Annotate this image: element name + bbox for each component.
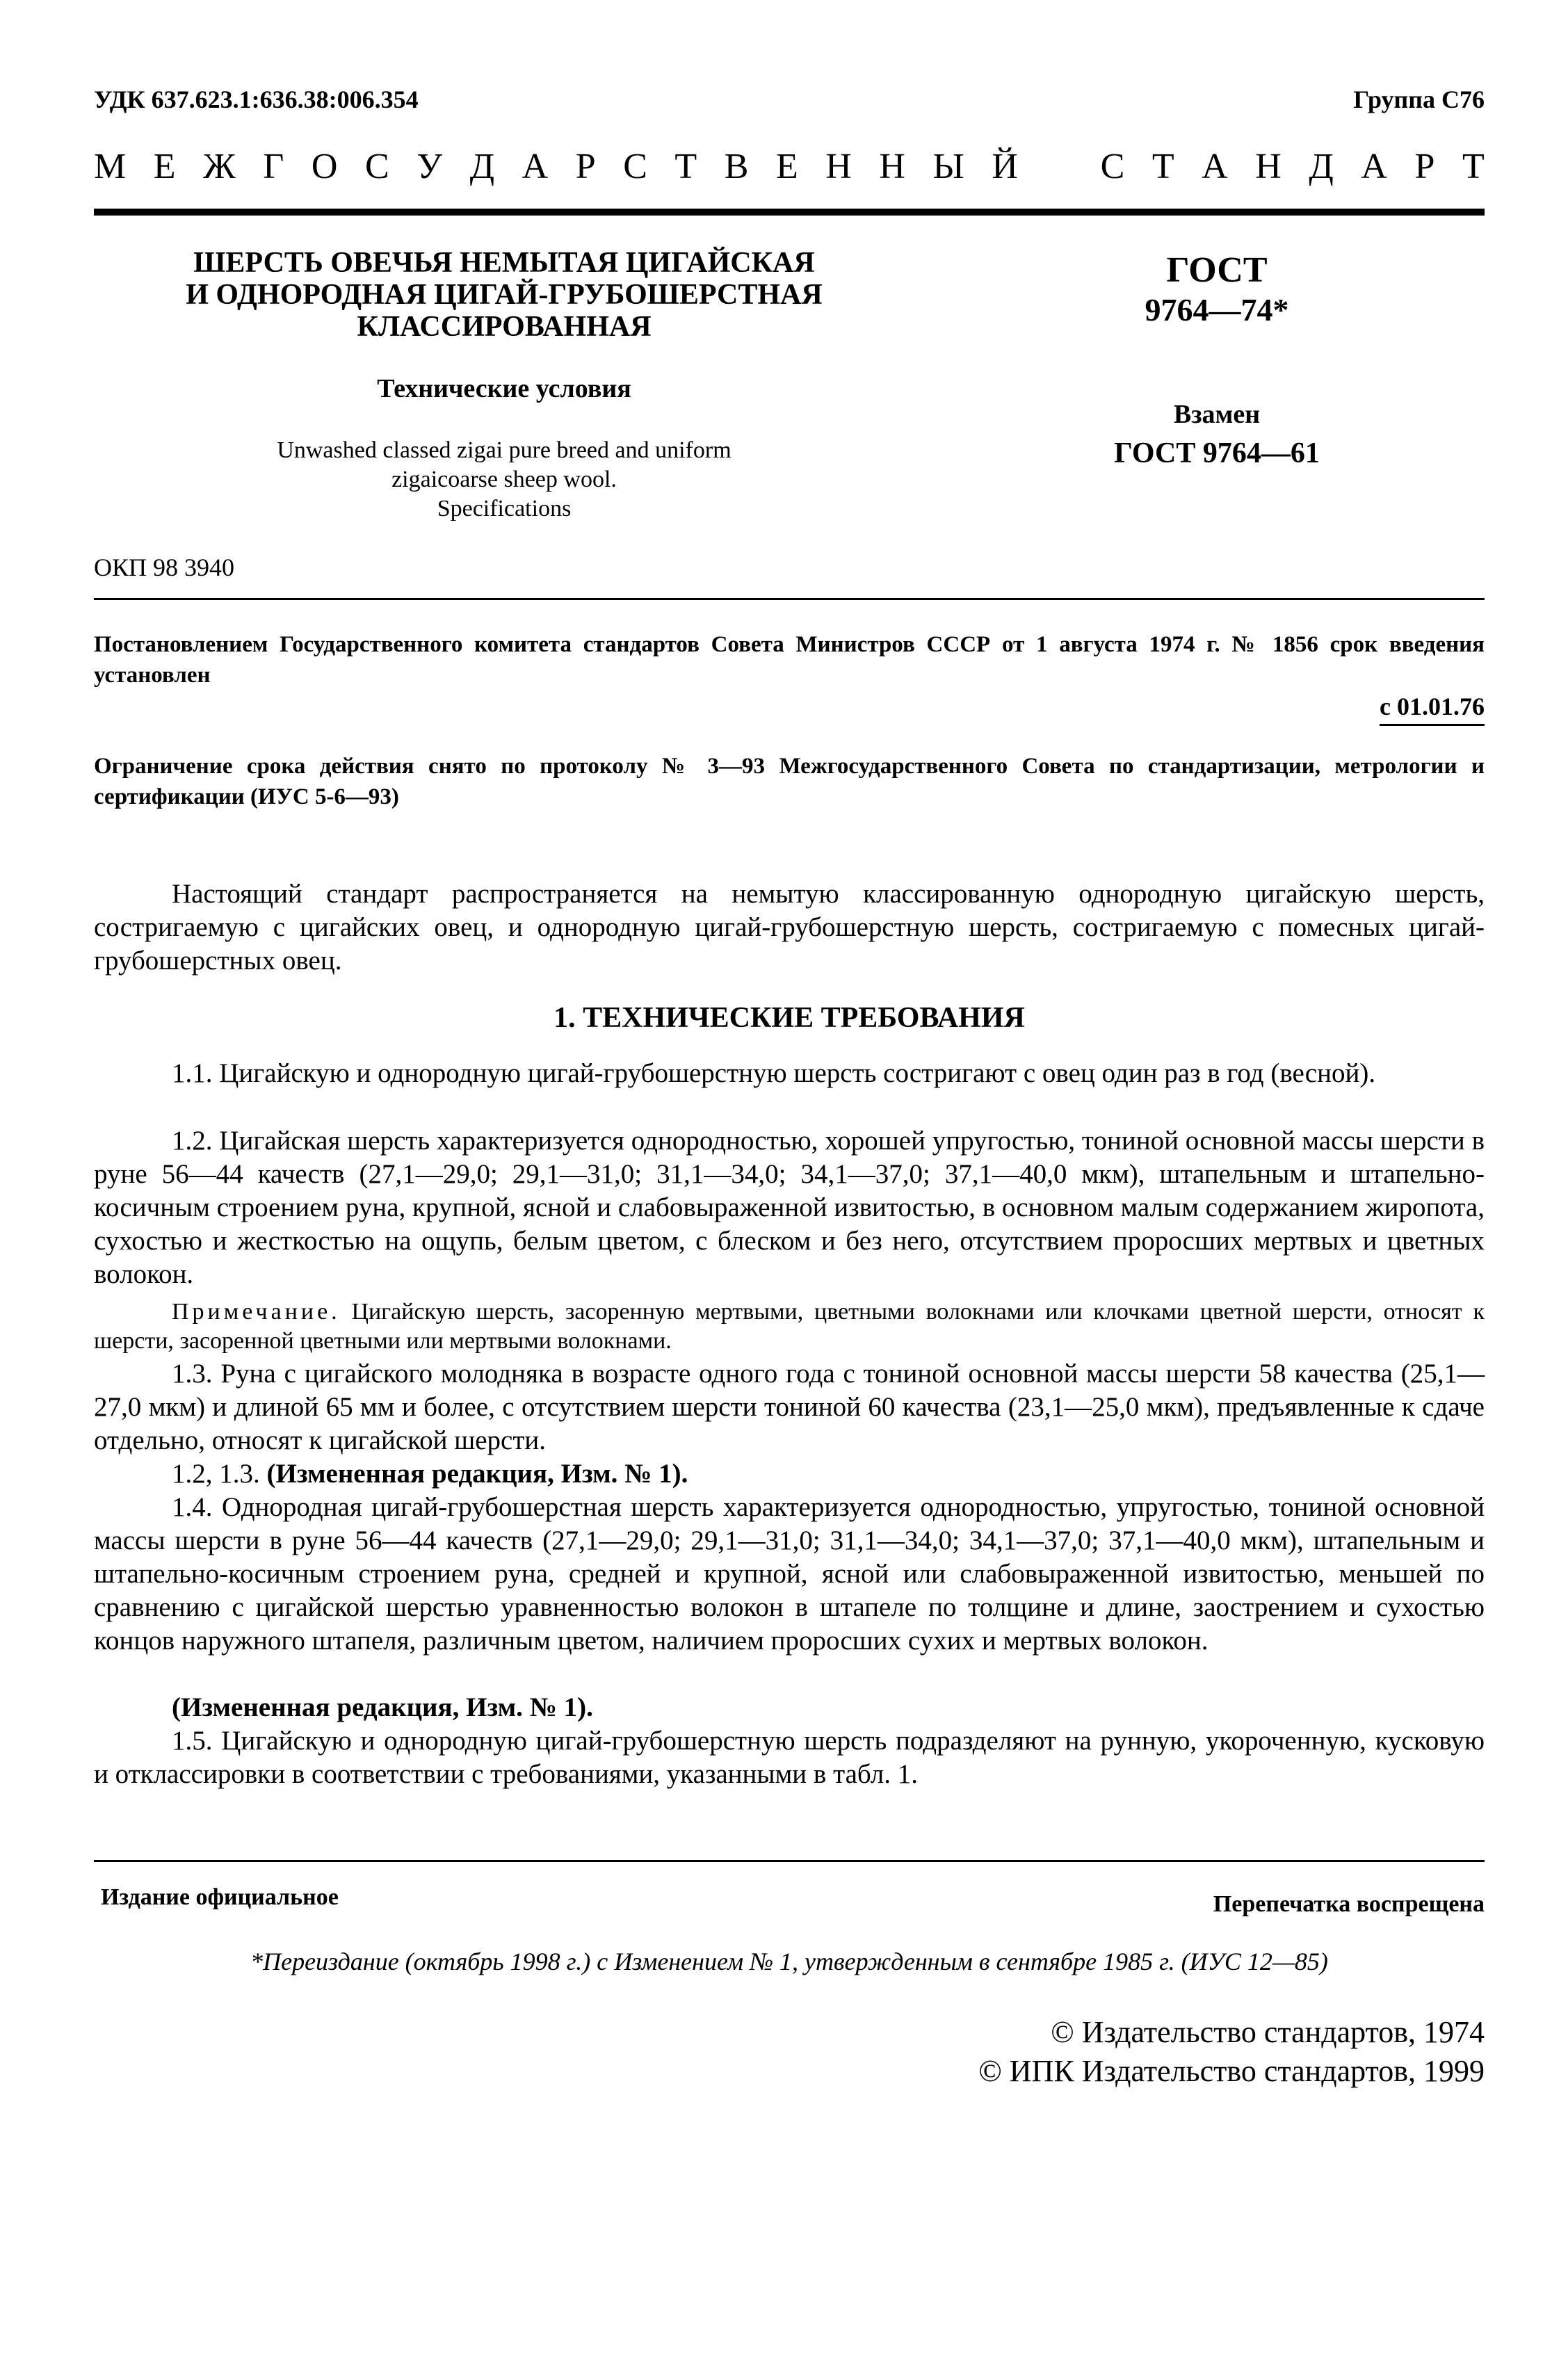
banner-letter: Н — [825, 147, 852, 186]
amendment-label: (Измененная редакция, Изм. № 1). — [266, 1459, 688, 1489]
english-title-line-1: Unwashed classed zigai pure breed and uniform — [277, 437, 732, 463]
replaces-gost: ГОСТ 9764—61 — [1114, 437, 1320, 469]
banner-letter: Е — [153, 147, 176, 186]
english-title-line-2: zigaicoarse sheep wool. — [391, 467, 617, 492]
banner-letter: Ж — [203, 147, 236, 186]
banner-letter: С — [364, 147, 389, 186]
copyright-line-2: © ИПК Издательство стандартов, 1999 — [978, 2054, 1485, 2088]
banner-letter: Н — [1255, 147, 1282, 186]
reprint-note: *Переиздание (октябрь 1998 г.) с Изменением № 1, утвержденным в сентябре 1985 г. (ИУС 12—85) — [250, 1948, 1328, 1975]
section-heading: 1. ТЕХНИЧЕСКИЕ ТРЕБОВАНИЯ — [553, 1002, 1025, 1034]
clause-1-2: 1.2. Цигайская шерсть характеризуется однородностью, хорошей упругостью, тониной основной массы шерсти в руне 56—44 качеств (27,1—29,0; 29,1—31,0; 31,1—34,0; 34,1—37,0; 37,1—40,0 мкм), штапельным и штапельно-косичным строением руна, крупной, ясной и слабовыраженной извитостью, в основном малым содержанием жиропота, сухостью и жесткостью на ощупь, белым цветом, с блеском и без него, отсутствием проросших мертвых и цветных волокон. — [94, 1126, 1485, 1289]
banner-letter: С — [1100, 147, 1125, 186]
banner-letter: Т — [1462, 147, 1485, 186]
banner-letter: А — [1202, 147, 1228, 186]
amendment-note-1-2-1-3 — [94, 1457, 1485, 1491]
banner-letter: А — [522, 147, 549, 186]
banner-letter: О — [311, 147, 338, 186]
banner-letter: Г — [263, 147, 284, 186]
title-block — [139, 247, 869, 524]
banner-letter: В — [724, 147, 749, 186]
subtitle: Технические условия — [377, 374, 631, 403]
banner-letter: Н — [879, 147, 905, 186]
title-line-1: ШЕРСТЬ ОВЕЧЬЯ НЕМЫТАЯ ЦИГАЙСКАЯ — [193, 247, 815, 279]
english-title-line-3: Specifications — [437, 496, 572, 521]
title-line-2: И ОДНОРОДНАЯ ЦИГАЙ-ГРУБОШЕРСТНАЯ — [186, 279, 823, 311]
decree-text: Постановлением Государственного комитета стандартов Совета Министров СССР от 1 августа 1974 г. № 1856 срок введения установлен — [94, 632, 1485, 688]
gost-number: 9764—74* — [1145, 292, 1289, 327]
banner-letter: С — [623, 147, 647, 186]
clause-1-5: 1.5. Цигайскую и однородную цигай-грубошерстную шерсть подразделяют на рунную, укороченную, кусковую и отклассировки в соответствии с требованиями, указанными в табл. 1. — [94, 1726, 1485, 1789]
gost-label: ГОСТ — [1166, 250, 1268, 290]
banner-letter: Е — [775, 147, 798, 186]
banner-letter: Й — [992, 147, 1018, 186]
title-line-3: КЛАССИРОВАННАЯ — [357, 311, 652, 343]
banner-letter: Ы — [932, 147, 964, 186]
banner-letter: Д — [469, 147, 495, 186]
group-code: Группа С76 — [1353, 86, 1485, 113]
header-rule — [94, 209, 1485, 216]
banner-letter: У — [417, 147, 443, 186]
reprint-prohibited-label: Перепечатка воспрещена — [1213, 1891, 1485, 1917]
english-title — [139, 436, 869, 524]
note-label: Примечание. — [172, 1299, 341, 1325]
banner-letter: Т — [1151, 147, 1174, 186]
note-paragraph — [94, 1297, 1485, 1356]
clause-1-4: 1.4. Однородная цигай-грубошерстная шерсть характеризуется однородностью, упругостью, тониной основной массы шерсти в руне 56—44 качеств (27,1—29,0; 29,1—31,0; 31,1—34,0; 34,1—37,0; 37,1—40,0 мкм), штапельным и штапельно-косичным строением руна, средней и крупной, ясной или слабовыраженной извитостью, меньшей по сравнению с цигайской шерстью уравненностью волокон в штапеле по толщине и длине, заострением и сухостью концов наружного штапеля, различным цветом, наличием проросших сухих и мертвых волокон. — [94, 1492, 1485, 1656]
copyright-line-1: © Издательство стандартов, 1974 — [1051, 2015, 1485, 2049]
banner-letter: Р — [1414, 147, 1435, 186]
introduction-date: с 01.01.76 — [1380, 692, 1485, 726]
note-text: Цигайскую шерсть, засоренную мертвыми, цветными волокнами или клочками цветной шерсти, относят к шерсти, засоренной цветными или мертвыми волокнами. — [94, 1299, 1485, 1354]
intro-paragraph: Настоящий стандарт распространяется на немытую классированную однородную цигайскую шерсть, состригаемую с цигайских овец, и однородную цигай-грубошерстную шерсть, состригаемую с помесных цигай-грубошерстных овец. — [94, 879, 1485, 976]
banner-letter: Д — [1309, 147, 1334, 186]
copyright-block — [978, 2013, 1485, 2091]
limit-removal-text: Ограничение срока действия снято по протоколу № 3—93 Межгосударственного Совета по стандартизации, метрологии и сертификации (ИУС 5-6—93) — [94, 754, 1485, 809]
banner-letter: М — [94, 147, 127, 186]
replaces-label: Взамен — [1173, 400, 1261, 429]
banner-letter: Т — [674, 147, 697, 186]
clause-1-1: 1.1. Цигайскую и однородную цигай-грубошерстную шерсть состригают с овец один раз в год (весной). — [172, 1058, 1376, 1088]
banner-letter: Р — [575, 147, 596, 186]
gost-block — [1057, 250, 1377, 470]
banner-letter: А — [1361, 147, 1387, 186]
amendment-clauses: 1.2, 1.3. — [172, 1459, 267, 1489]
udk-code: УДК 637.623.1:636.38:006.354 — [94, 86, 419, 113]
divider-rule — [94, 598, 1485, 600]
footer-rule — [94, 1860, 1485, 1862]
clause-1-3: 1.3. Руна с цигайского молодняка в возрасте одного года с тониной основной массы шерсти 58 качества (25,1—27,0 мкм) и длиной 65 мм и более, с отсутствием шерсти тониной 60 качества (23,1—25,0 мкм), предъявленные к сдаче отдельно, относят к цигайской шерсти. — [94, 1359, 1485, 1455]
amendment-note-1-4: (Измененная редакция, Изм. № 1). — [172, 1692, 593, 1722]
okp-code: ОКП 98 3940 — [94, 553, 235, 581]
interstate-standard-banner — [94, 146, 1485, 187]
official-edition-label: Издание официальное — [101, 1884, 339, 1910]
